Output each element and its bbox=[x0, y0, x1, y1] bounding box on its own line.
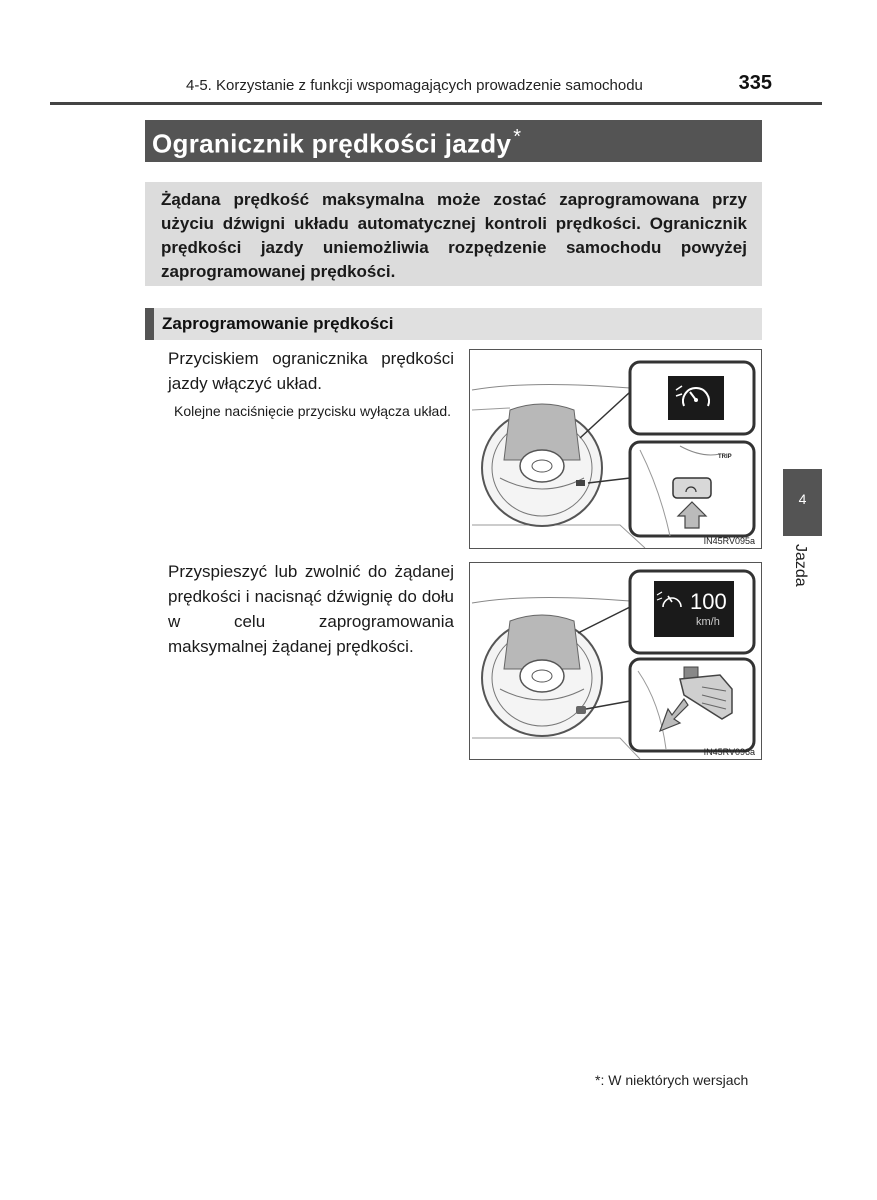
intro-text: Żądana prędkość maksymalna może zostać zaprogramowana przy użyciu dźwigni układu automatycznej kontroli prędkości. Ogranicznik prędkości jazdy uniemożliwia rozpędzenie samochodu powyżej zaprogramowanej prędkości. bbox=[161, 190, 747, 281]
step-1-text: Przyciskiem ogranicznika prędkości jazdy włączyć układ. bbox=[168, 349, 454, 393]
speed-unit: km/h bbox=[696, 616, 720, 628]
header-rule bbox=[50, 102, 822, 105]
footnote-text: : W niektórych wersjach bbox=[600, 1072, 749, 1088]
section-title bbox=[152, 126, 521, 160]
limiter-button-marker bbox=[576, 480, 585, 486]
speed-value: 100 bbox=[690, 589, 727, 614]
step-2 bbox=[168, 559, 454, 659]
step-2-text: Przyspieszyć lub zwolnić do żądanej prędkości i nacisnąć dźwignię do dołu w celu zaprogramowania maksymalnej żądanej prędkości. bbox=[168, 562, 454, 656]
limiter-button bbox=[673, 478, 711, 498]
section-title-asterisk: * bbox=[513, 126, 522, 148]
figure-2-illustration bbox=[470, 563, 761, 759]
chapter-number: 4 bbox=[798, 491, 807, 507]
chapter-name bbox=[783, 544, 822, 604]
figure-limiter-button bbox=[469, 349, 762, 549]
figure-1-illustration bbox=[470, 350, 761, 548]
header-chapter-title: 4-5. Korzystanie z funkcji wspomagających prowadzenie samochodu bbox=[186, 77, 643, 94]
figure-1-code: IN45RV095a bbox=[703, 536, 755, 546]
step-1 bbox=[168, 346, 454, 422]
subsection-title: Zaprogramowanie prędkości bbox=[162, 314, 394, 333]
footnote-marker: * bbox=[595, 1072, 601, 1088]
figure-set-speed bbox=[469, 562, 762, 760]
chapter-tab[interactable] bbox=[783, 469, 822, 536]
page-number: 335 bbox=[738, 72, 772, 94]
section-title-bar bbox=[145, 120, 762, 162]
footnote bbox=[595, 1072, 748, 1088]
page-header bbox=[50, 70, 822, 102]
figure-2-code: IN45RV096a bbox=[703, 747, 755, 757]
trip-button-label: TRIP bbox=[718, 454, 732, 460]
section-title-text: Ogranicznik prędkości jazdy bbox=[152, 128, 512, 159]
subsection-bar bbox=[145, 308, 762, 340]
chapter-name-text: Jazda bbox=[792, 544, 809, 587]
lever-marker bbox=[576, 706, 586, 714]
intro-box bbox=[145, 182, 762, 286]
step-1-note: Kolejne naciśnięcie przycisku wyłącza układ. bbox=[174, 403, 452, 419]
